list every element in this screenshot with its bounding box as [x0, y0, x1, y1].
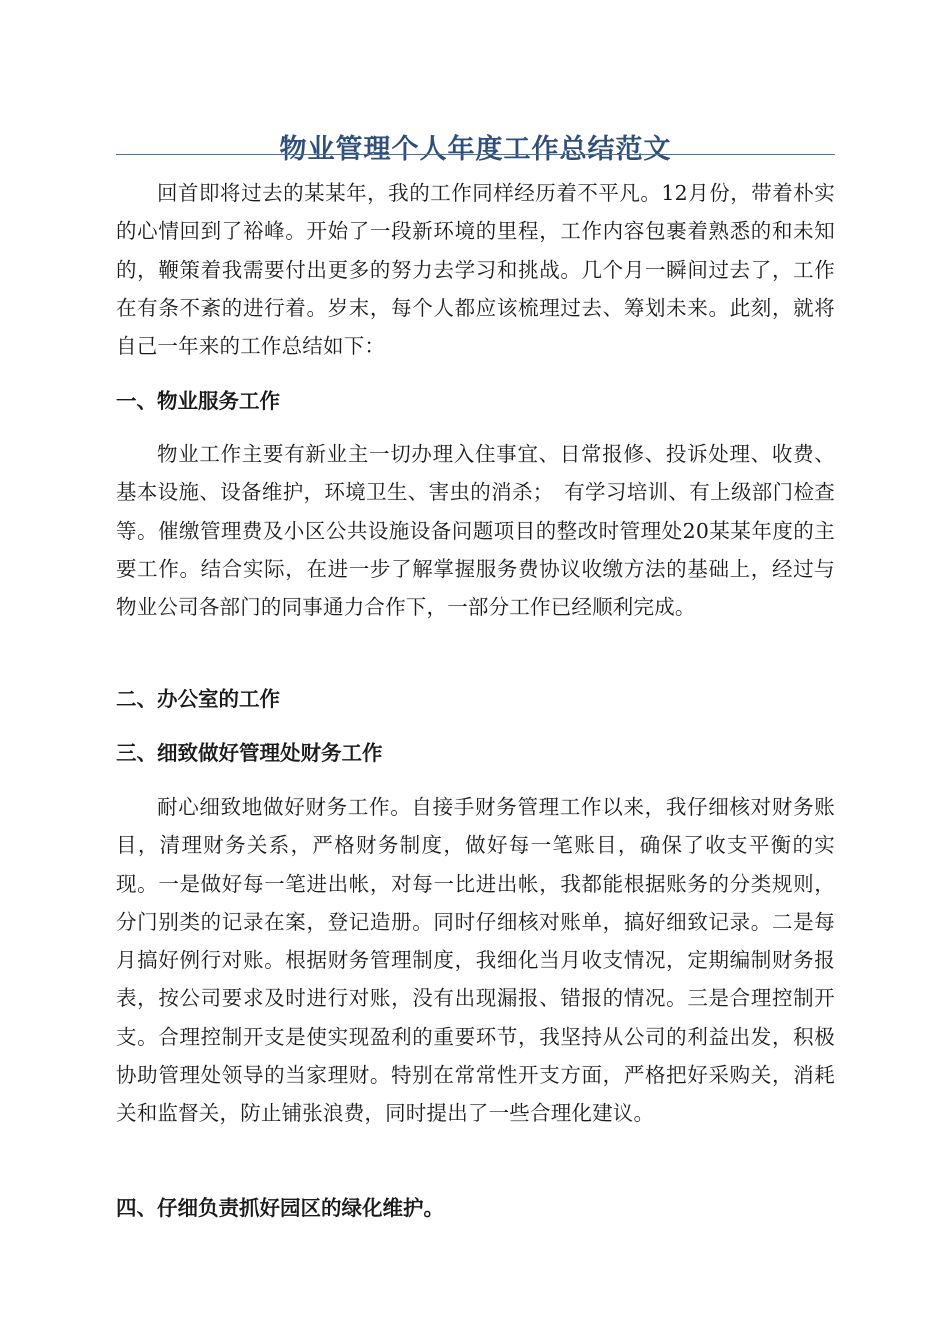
section-heading-1: 一、物业服务工作 — [116, 389, 280, 413]
section-heading-3: 三、细致做好管理处财务工作 — [116, 741, 383, 765]
document-title: 物业管理个人年度工作总结范文 — [279, 134, 672, 166]
title-underline — [116, 154, 835, 155]
section-body-1: 物业工作主要有新业主一切办理入住事宜、日常报修、投诉处理、收费、基本设施、设备维护，环境卫生、害虫的消杀； 有学习培训、有上级部门检查等。催缴管理费及小区公共设施设备问题项目的整改时管理处20某某年度的主要工作。结合实际，在进一步了解掌握服务费协议收缴方法的基础上，经过与物业公司各部门的同事通力合作下，一部分工作已经顺利完成。 — [116, 442, 835, 620]
section-body-3: 耐心细致地做好财务工作。自接手财务管理工作以来，我仔细核对财务账目，清理财务关系，严格财务制度，做好每一笔账目，确保了收支平衡的实现。一是做好每一笔进出帐，对每一比进出帐，我都能根据账务的分类规则，分门别类的记录在案，登记造册。同时仔细核对账单，搞好细致记录。二是每月搞好例行对账。根据财务管理制度，我细化当月收支情况，定期编制财务报表，按公司要求及时进行对账，没有出现漏报、错报的情况。三是合理控制开支。合理控制开支是使实现盈利的重要环节，我坚持从公司的利益出发，积极协助管理处领导的当家理财。特别在常常性开支方面，严格把好采购关，消耗关和监督关，防止铺张浪费，同时提出了一些合理化建议。 — [116, 795, 835, 1126]
section-heading-4: 四、仔细负责抓好园区的绿化维护。 — [116, 1196, 444, 1220]
intro-paragraph: 回首即将过去的某某年，我的工作同样经历着不平凡。12月份，带着朴实的心情回到了裕峰。开始了一段新环境的里程，工作内容包裹着熟悉的和未知的，鞭策着我需要付出更多的努力去学习和挑战。几个月一瞬间过去了，工作在有条不紊的进行着。岁末，每个人都应该梳理过去、筹划未来。此刻，就将自己一年来的工作总结如下： — [116, 181, 835, 359]
section-heading-2: 二、办公室的工作 — [116, 687, 280, 711]
